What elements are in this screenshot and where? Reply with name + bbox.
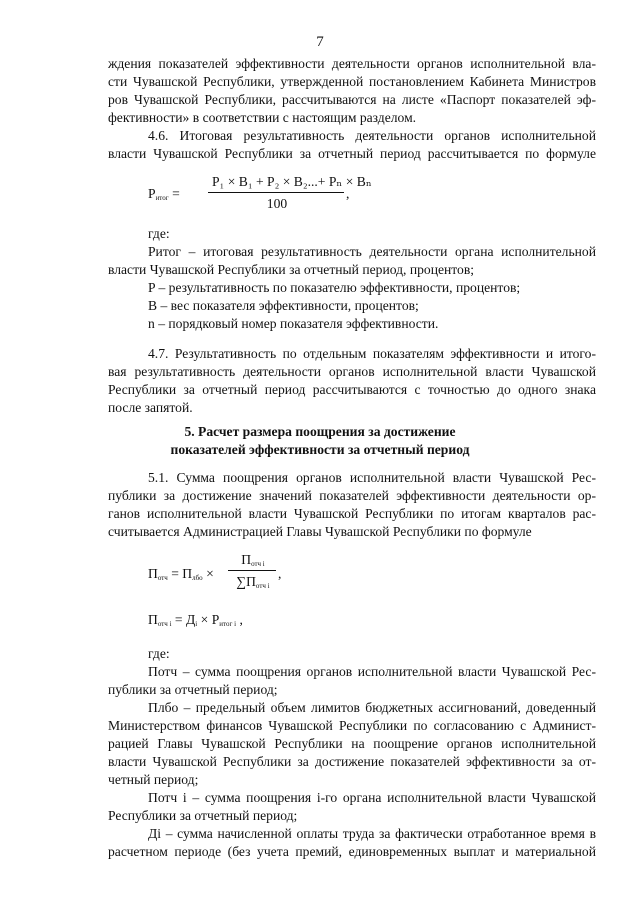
formula2-fraction-bar [228,570,276,571]
formula1-trail: , [346,186,350,201]
formula2-denominator: $\sum П_{отч i}$ [236,574,270,590]
formula3-lhs: П [148,612,158,627]
definition-line: власти Чувашской Республики за отчетный период, процентов; [108,262,475,277]
formula1-fraction-bar [208,192,344,193]
formula1-lhs-sub: итог [155,194,169,202]
formula3-times: × P [200,612,220,627]
definition-line: Потч – сумма поощрения органов исполнительной власти Чувашской Рес- [148,664,596,679]
formula-reward-per-organ [148,612,243,632]
formula2-mid-sub: лбо [192,574,203,582]
formula2-numerator: $П_{отч i}$ [241,552,265,568]
formula3-trail: , [239,612,243,627]
where-label: где: [148,646,170,661]
paragraph-4-6-line: власти Чувашской Республики за отчетный период рассчитывается по формуле [108,146,596,161]
section-heading: показателей эффективности за отчетный период [170,442,470,457]
definition-line: четный период; [108,772,199,787]
definition-line: расчетном периоде (без учета премий, единовременных выплат и материальной [108,844,596,859]
formula3-rhs: = Д [174,612,196,627]
definition-line: Республики за отчетный период; [108,808,298,823]
paragraph-5-1-line: считывается Администрацией Главы Чувашской Республики по формуле [108,524,532,539]
definition-line: Pитог – итоговая результативность деятельности органа исполнительной [148,244,596,259]
text-line: сти Чувашской Республики, утвержденной постановлением Кабинета Министров [108,74,596,89]
definition-line: B – вес показателя эффективности, процентов; [148,298,419,313]
definition-line: публики за отчетный период; [108,682,278,697]
formula3-times-sub: итог i [219,620,237,628]
formula1-equals: = [172,186,180,201]
paragraph-4-7-line: 4.7. Результативность по отдельным показателям эффективности и итого- [148,346,596,361]
definition-line: n – порядковый номер показателя эффективности. [148,316,439,331]
definition-line: Министерством финансов Чувашской Республики по согласованию с Админист- [108,718,596,733]
paragraph-4-7-line: после запятой. [108,400,193,415]
definition-line: Потч i – сумма поощрения i-го органа исполнительной власти Чувашской [148,790,596,805]
text-line: фективности» в соответствии с настоящим разделом. [108,110,417,125]
formula1-numerator: P₁ × B₁ + P₂ × B₂...+ Pₙ × Bₙ [212,174,372,189]
paragraph-5-1-line: 5.1. Сумма поощрения органов исполнительной власти Чувашской Рес- [148,470,596,485]
formula2-trail: , [278,566,282,581]
paragraph-4-7-line: Республики за отчетный период рассчитываются с точностью до одного знака [108,382,596,397]
formula3-rhs-sub: i [195,620,198,628]
definition-line: рацией Главы Чувашской Республики на поощрение органов исполнительной [108,736,596,751]
text-line: ждения показателей эффективности деятельности органов исполнительной вла- [108,56,596,71]
definition-line: Дi – сумма начисленной оплаты труда за фактически отработанное время в [148,826,596,841]
definition-line: Плбо – предельный объем лимитов бюджетных ассигнований, доведенный [148,700,596,715]
paragraph-5-1-line: ганов исполнительной власти Чувашской Республики по итогам кварталов рас- [108,506,596,521]
formula3-lhs-sub: отч i [157,620,172,628]
formula1-lhs: P [148,186,156,201]
paragraph-5-1-line: публики за достижение значений показателей эффективности деятельности ор- [108,488,596,503]
paragraph-4-7-line: вая результативность деятельности органов исполнительной власти Чувашской [108,364,596,379]
definition-line: власти Чувашской Республики за достижение показателей эффективности за от- [108,754,596,769]
formula2-times: × [206,566,214,581]
definition-line: P – результативность по показателю эффективности, процентов; [148,280,521,295]
paragraph-4-6-line: 4.6. Итоговая результативность деятельности органов исполнительной [148,128,596,143]
text-line: ров Чувашской Республики, рассчитываются на листе «Паспорт показателей эф- [108,92,596,107]
formula2-lhs: П [148,566,158,581]
formula2-mid: = П [171,566,193,581]
section-heading: 5. Расчет размера поощрения за достижение [184,424,456,439]
page-number: 7 [316,34,324,50]
formula1-denominator: 100 [266,196,288,211]
formula2-lhs-sub: отч [157,574,168,582]
where-label: где: [148,226,170,241]
